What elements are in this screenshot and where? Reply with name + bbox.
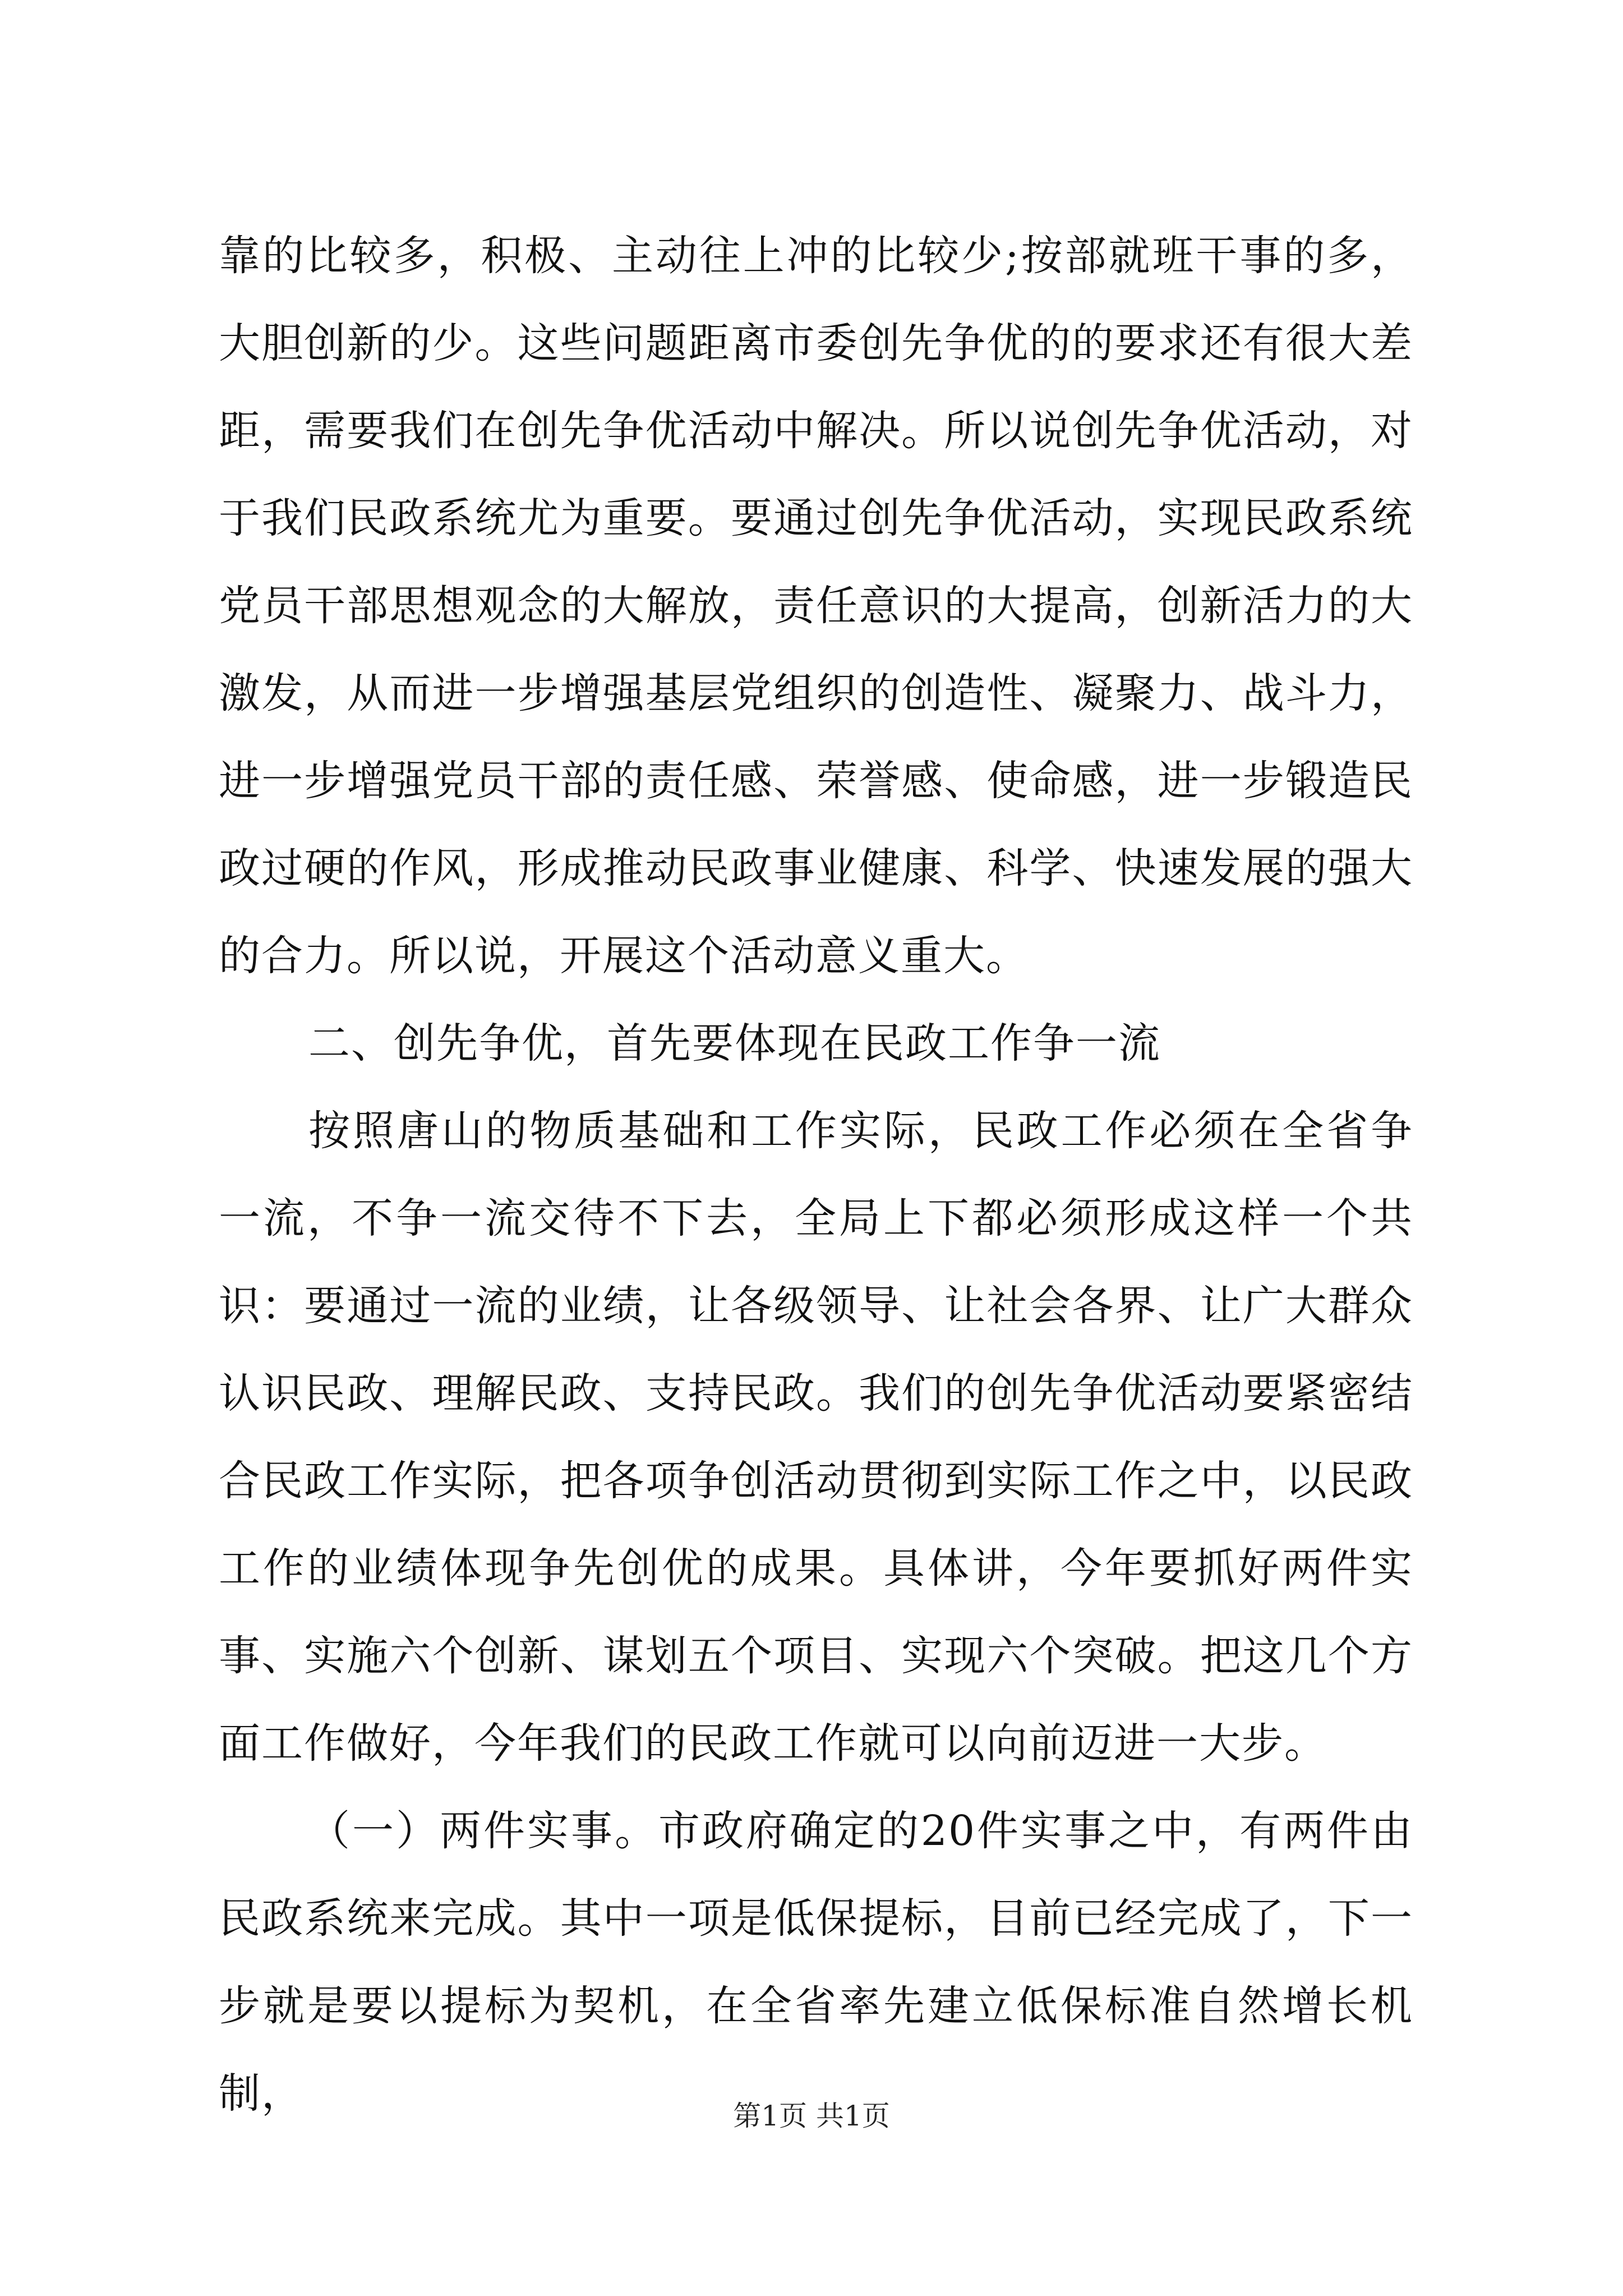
document-body xyxy=(219,212,1413,2137)
paragraph-two-tasks: （一）两件实事。市政府确定的20件实事之中，有两件由民政系统来完成。其中一项是低保提标，目前已经完成了，下一步就是要以提标为契机，在全省率先建立低保标准自然增长机制， xyxy=(219,1807,1413,2118)
paragraph-first-class: 按照唐山的物质基础和工作实际，民政工作必须在全省争一流，不争一流交待不下去，全局上下都必须形成这样一个共识：要通过一流的业绩，让各级领导、让社会各界、让广大群众认识民政、理解民政、支持民政。我们的创先争优活动要紧密结合民政工作实际，把各项争创活动贯彻到实际工作之中，以民政工作的业绩体现争先创优的成果。具体讲，今年要抓好两件实事、实施六个创新、谋划五个项目、实现六个突破。把这几个方面工作做好，今年我们的民政工作就可以向前迈进一大步。 xyxy=(219,1107,1413,1768)
page-footer: 第1页 共1页 xyxy=(733,2100,890,2132)
section-heading: 二、创先争优，首先要体现在民政工作争一流 xyxy=(308,1019,1161,1068)
paragraph-continuation: 靠的比较多，积极、主动往上冲的比较少;按部就班干事的多，大胆创新的少。这些问题距离市委创先争优的的要求还有很大差距，需要我们在创先争优活动中解决。所以说创先争优活动，对于我们民政系统尤为重要。要通过创先争优活动，实现民政系统党员干部思想观念的大解放，责任意识的大提高，创新活力的大激发，从而进一步增强基层党组织的创造性、凝聚力、战斗力，进一步增强党员干部的责任感、荣誉感、使命感，进一步锻造民政过硬的作风，形成推动民政事业健康、科学、快速发展的强大的合力。所以说，开展这个活动意义重大。 xyxy=(219,232,1413,980)
